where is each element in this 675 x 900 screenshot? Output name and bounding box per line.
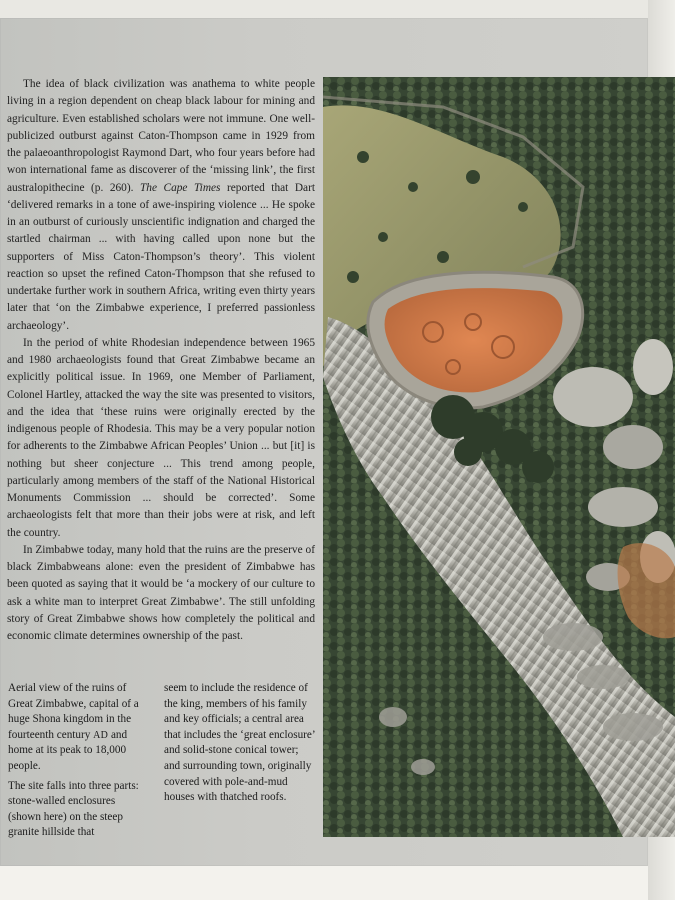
era-label: AD bbox=[93, 729, 109, 741]
caption-paragraph-2: The site falls into three parts: stone-walled enclosures (shown here) on the steep granite hillside that bbox=[8, 779, 139, 839]
caption-paragraph-1 bbox=[8, 681, 150, 775]
photo-caption bbox=[8, 681, 316, 851]
paragraph-1-text-b: reported that Dart ‘delivered remarks in a tone of awe-inspiring violence ... He spoke in an outburst of curiously unscientific indignation and charged the startled chairman ... with having called upon none but the supporters of Miss Caton-Thompson’s theory’. This violent reaction so upset the refined Caton-Thompson that she refused to undertake further work in southern Africa, writing even thirty years later that ‘on the Zimbabwe experience, I preferred passionless archaeology’. bbox=[7, 181, 315, 332]
caption-paragraph-3: seem to include the residence of the king, members of his family and key officials; a central area that includes the ‘great enclosure’ and solid-stone conical tower; and surrounding town, originally covered with pole-and-mud houses with thatched roofs. bbox=[164, 682, 315, 804]
aerial-photo-illustration bbox=[323, 77, 675, 837]
caption-text-b: and home at its peak to 18,000 people. bbox=[8, 728, 128, 772]
caption-column-right bbox=[164, 681, 316, 810]
caption-text-a: Aerial view of the ruins of Great Zimbabwe, capital of a huge Shona kingdom in the fourteenth century bbox=[8, 682, 139, 741]
caption-column-left bbox=[8, 681, 150, 845]
paragraph-1 bbox=[7, 76, 315, 335]
paragraph-1-text-a: The idea of black civilization was anathema to white people living in a region dependent on cheap black labour for mining and agriculture. Even established scholars were not immune. One well-publicized outburst against Caton-Thompson came in 1929 from the palaeoanthropologist Raymond Dart, who four years before had won international fame as discoverer of the ‘missing link’, the first australopithecine (p. 260). bbox=[7, 78, 315, 194]
paragraph-2: In the period of white Rhodesian independence between 1965 and 1980 archaeologists found that Great Zimbabwe became an explicitly political issue. In 1969, one Member of Parliament, Colonel Hartley, attacked the way the site was presented to visitors, and the idea that ‘these ruins were originally erected by the indigenous people of Rhodesia. This may be a very popular notion for adherents to the Zimbabwe African Peoples’ Union ... but [it] is nothing but sheer conjecture ... This trend among people, particularly among members of the staff of the National Historical Monuments Commission ... should be corrected’. Some archaeologists felt that more than their jobs were at risk, and left the country. bbox=[7, 336, 315, 539]
article-body bbox=[7, 76, 315, 645]
aerial-photo bbox=[323, 77, 675, 837]
paragraph-3: In Zimbabwe today, many hold that the ruins are the preserve of black Zimbabweans alone: even the president of Zimbabwe has been quoted as saying that it would be ‘a mockery of our culture to ask a white man to interpret Great Zimbabwe’. The still unfolding story of Great Zimbabwe shows how completely the political and economic climate determines ownership of the past. bbox=[7, 543, 315, 642]
newspaper-title: The Cape Times bbox=[139, 181, 221, 194]
